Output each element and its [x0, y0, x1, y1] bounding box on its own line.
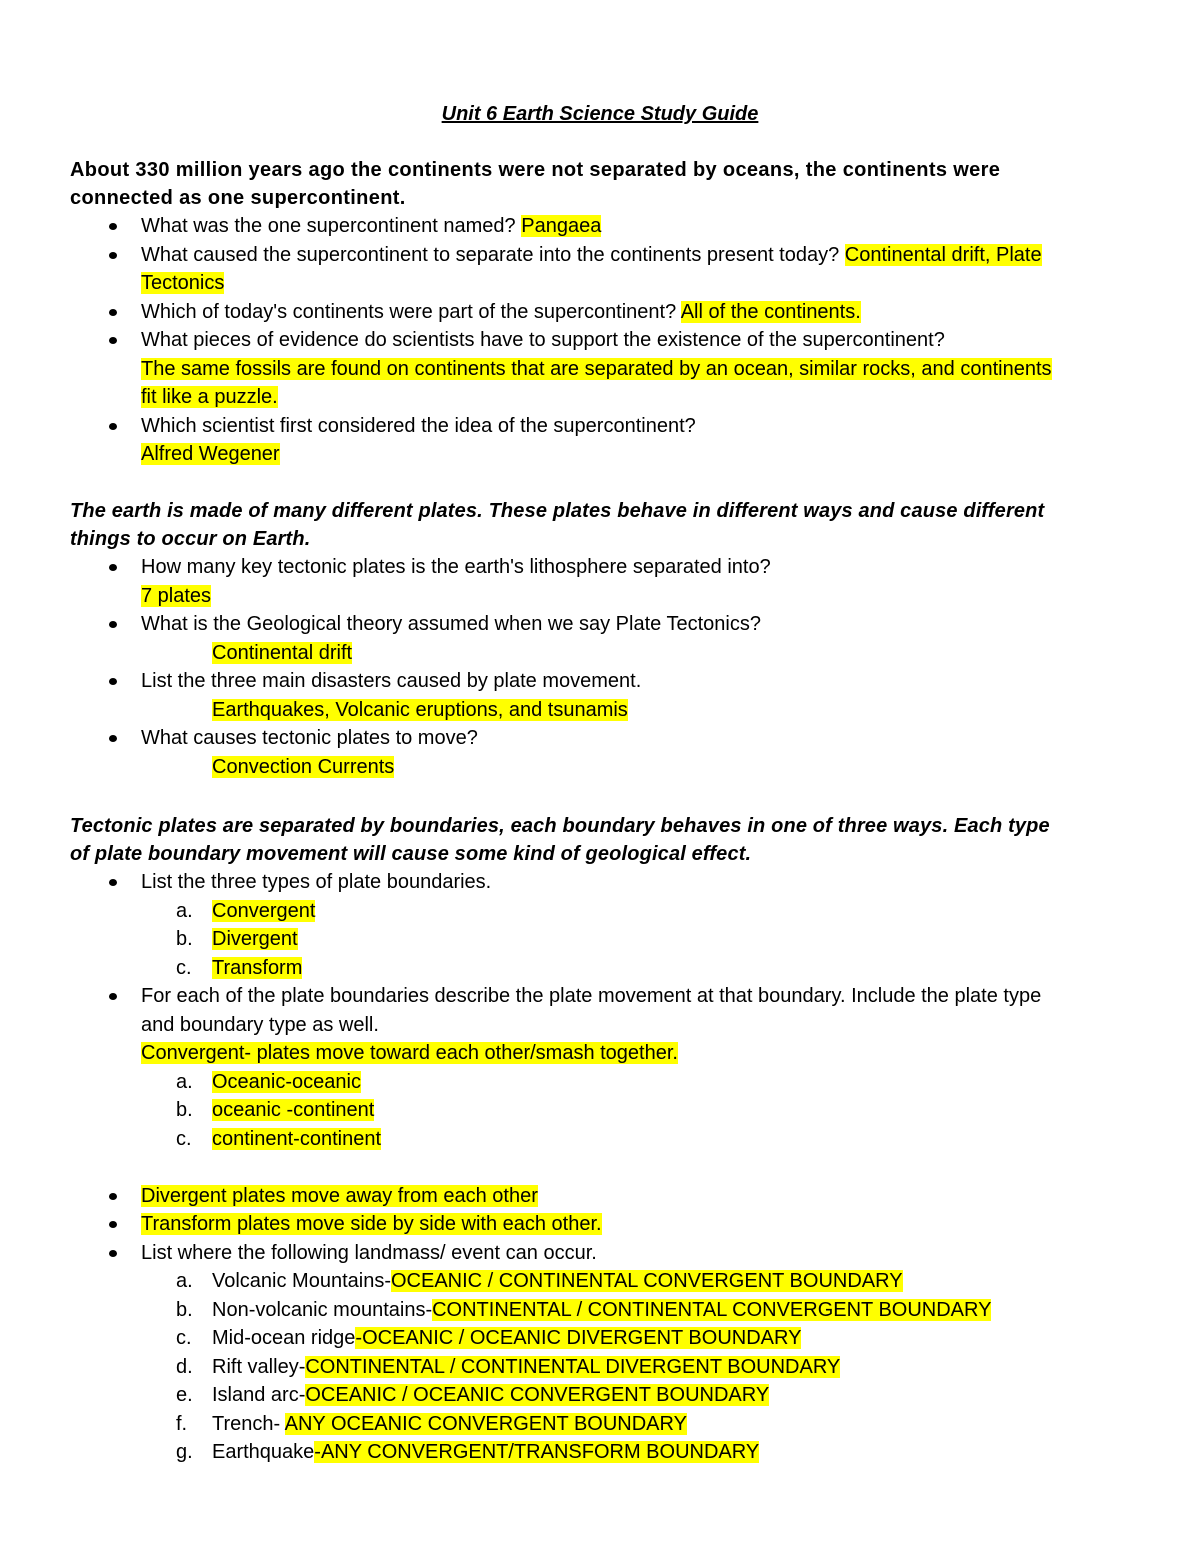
list-item: What was the one supercontinent named? Pangaea — [70, 212, 1140, 241]
sub-item: f. Trench- ANY OCEANIC CONVERGENT BOUNDARY — [176, 1412, 687, 1435]
sub-item: c. Transform — [176, 956, 303, 979]
section-pangaea — [70, 156, 1140, 469]
answer-highlight: continent-continent — [212, 1127, 382, 1150]
answer-highlight: Oceanic-oceanic — [212, 1070, 361, 1093]
sub-item: b. Non-volcanic mountains-CONTINENTAL / CONTINENTAL CONVERGENT BOUNDARY — [176, 1298, 992, 1321]
bullet-icon — [109, 1221, 117, 1228]
section-intro: The earth is made of many different plates. These plates behave in different ways and cause different things to occur on Earth. — [70, 500, 1045, 550]
list-item: What is the Geological theory assumed when we say Plate Tectonics? Continental drift — [70, 610, 1140, 667]
sub-item: b. Divergent — [176, 928, 298, 950]
list-item: Which of today's continents were part of the supercontinent? All of the continents. — [70, 298, 1140, 327]
sub-item: a. Volcanic Mountains-OCEANIC / CONTINENTAL CONVERGENT BOUNDARY — [176, 1270, 903, 1292]
answer-highlight: The same fossils are found on continents that are separated by an ocean, similar rocks, and continents — [141, 357, 1052, 380]
sub-item: c. continent-continent — [176, 1127, 382, 1150]
sub-item: a. Convergent — [176, 899, 316, 922]
list-item: What causes tectonic plates to move? Convection Currents — [70, 724, 1140, 781]
answer-highlight: Pangaea — [521, 215, 602, 237]
bullet-icon — [109, 621, 117, 628]
answer-highlight: CONTINENTAL / CONTINENTAL CONVERGENT BOUNDARY — [432, 1298, 992, 1321]
list-item — [70, 1210, 1140, 1239]
section-intro: Tectonic plates are separated by boundaries, each boundary behaves in one of three ways. Each type of plate boundary movement will cause some kind of geological effect. — [70, 815, 1050, 865]
bullet-icon — [109, 309, 117, 316]
answer-highlight: oceanic -continent — [212, 1099, 375, 1121]
answer-highlight: Convergent- plates move toward each other/smash together. — [141, 1042, 678, 1064]
bullet-icon — [109, 1250, 117, 1257]
answer-highlight: fit like a puzzle. — [141, 386, 278, 408]
bullet-icon — [109, 735, 117, 742]
list-item: List the three main disasters caused by plate movement. Earthquakes, Volcanic eruptions, and tsunamis — [70, 667, 1140, 724]
list-item: List the three types of plate boundaries. a. Convergent b. Divergent c. Transform — [70, 868, 1140, 982]
answer-highlight: Tectonics — [141, 272, 225, 294]
section-plates — [70, 497, 1140, 781]
answer-highlight: ANY OCEANIC CONVERGENT BOUNDARY — [284, 1412, 687, 1435]
bullet-icon — [109, 879, 117, 886]
answer-highlight: Convergent — [212, 899, 316, 922]
answer-highlight: Transform — [212, 956, 303, 979]
answer-highlight: OCEANIC / CONTINENTAL CONVERGENT BOUNDARY — [390, 1270, 903, 1292]
section-boundaries — [70, 812, 1140, 1467]
list-item — [70, 1182, 1140, 1211]
bullet-icon — [109, 423, 117, 430]
question-list — [70, 212, 1140, 469]
bullet-icon — [109, 252, 117, 259]
bullet-icon — [109, 678, 117, 685]
answer-highlight: Transform plates move side by side with each other. — [141, 1213, 602, 1235]
bullet-icon — [109, 564, 117, 571]
question-list — [70, 553, 1140, 781]
answer-highlight: Convection Currents — [212, 755, 395, 778]
list-item: Which scientist first considered the idea of the supercontinent? Alfred Wegener — [70, 412, 1140, 469]
bullet-icon — [109, 1193, 117, 1200]
list-item: List where the following landmass/ event can occur. a. Volcanic Mountains-OCEANIC / CONTINENTAL CONVERGENT BOUNDARY b. Non-volcanic mountains-CONTINENTAL / CONTINENTAL CONVERGENT BOUNDARY c. Mid-ocean ridge-OCEANIC / OCEANIC DIVERGENT BOUNDARY d. Rift valley-CONTINENTAL / CONTINENTAL DIVERGENT BOUNDARY e. Island arc-OCEANIC / OCEANIC CONVERGENT BOUNDARY f. Trench- ANY OCEANIC CONVERGENT BOUNDARY g. Earthquake-ANY CONVERGENT/TRANSFORM BOUNDARY — [70, 1239, 1140, 1467]
sub-item: a. Oceanic-oceanic — [176, 1070, 361, 1093]
list-item: How many key tectonic plates is the earth's lithosphere separated into? 7 plates — [70, 553, 1140, 610]
list-item: What caused the supercontinent to separate into the continents present today? Continental drift, Plate Tectonics — [70, 241, 1140, 298]
answer-highlight: 7 plates — [141, 584, 212, 607]
question-list — [70, 868, 1140, 1467]
answer-highlight: CONTINENTAL / CONTINENTAL DIVERGENT BOUNDARY — [305, 1355, 841, 1378]
answer-highlight: Earthquakes, Volcanic eruptions, and tsunamis — [212, 698, 628, 721]
answer-highlight: Divergent plates move away from each other — [141, 1184, 538, 1207]
answer-highlight: All of the continents. — [680, 300, 861, 323]
page-title: Unit 6 Earth Science Study Guide — [441, 103, 759, 125]
list-item: For each of the plate boundaries describe the plate movement at that boundary. Include the plate type and boundary type as well. Convergent- plates move toward each other/smash together. a. Oceanic-oceanic b. oceanic -continent c. continent-continent — [70, 982, 1140, 1182]
sub-item: b. oceanic -continent — [176, 1099, 375, 1121]
answer-highlight: Divergent — [212, 928, 298, 950]
bullet-icon — [109, 337, 117, 344]
answer-highlight: OCEANIC / OCEANIC CONVERGENT BOUNDARY — [305, 1384, 770, 1406]
answer-highlight: Continental drift, Plate — [844, 243, 1042, 266]
list-item: What pieces of evidence do scientists have to support the existence of the supercontinent? The same fossils are found on continents that are separated by an ocean, similar rocks, and continents fit like a puzzle. — [70, 326, 1140, 412]
sub-item: d. Rift valley-CONTINENTAL / CONTINENTAL DIVERGENT BOUNDARY — [176, 1355, 841, 1378]
bullet-icon — [109, 993, 117, 1000]
sub-item: g. Earthquake-ANY CONVERGENT/TRANSFORM BOUNDARY — [176, 1441, 760, 1463]
answer-highlight: -ANY CONVERGENT/TRANSFORM BOUNDARY — [314, 1441, 760, 1463]
sub-item: c. Mid-ocean ridge-OCEANIC / OCEANIC DIVERGENT BOUNDARY — [176, 1327, 802, 1349]
section-intro: About 330 million years ago the continents were not separated by oceans, the continents were connected as one supercontinent. — [70, 159, 1001, 209]
answer-highlight: Continental drift — [212, 641, 353, 664]
answer-highlight: -OCEANIC / OCEANIC DIVERGENT BOUNDARY — [355, 1327, 802, 1349]
sub-item: e. Island arc-OCEANIC / OCEANIC CONVERGENT BOUNDARY — [176, 1384, 770, 1406]
answer-highlight: Alfred Wegener — [141, 443, 280, 465]
bullet-icon — [109, 223, 117, 230]
